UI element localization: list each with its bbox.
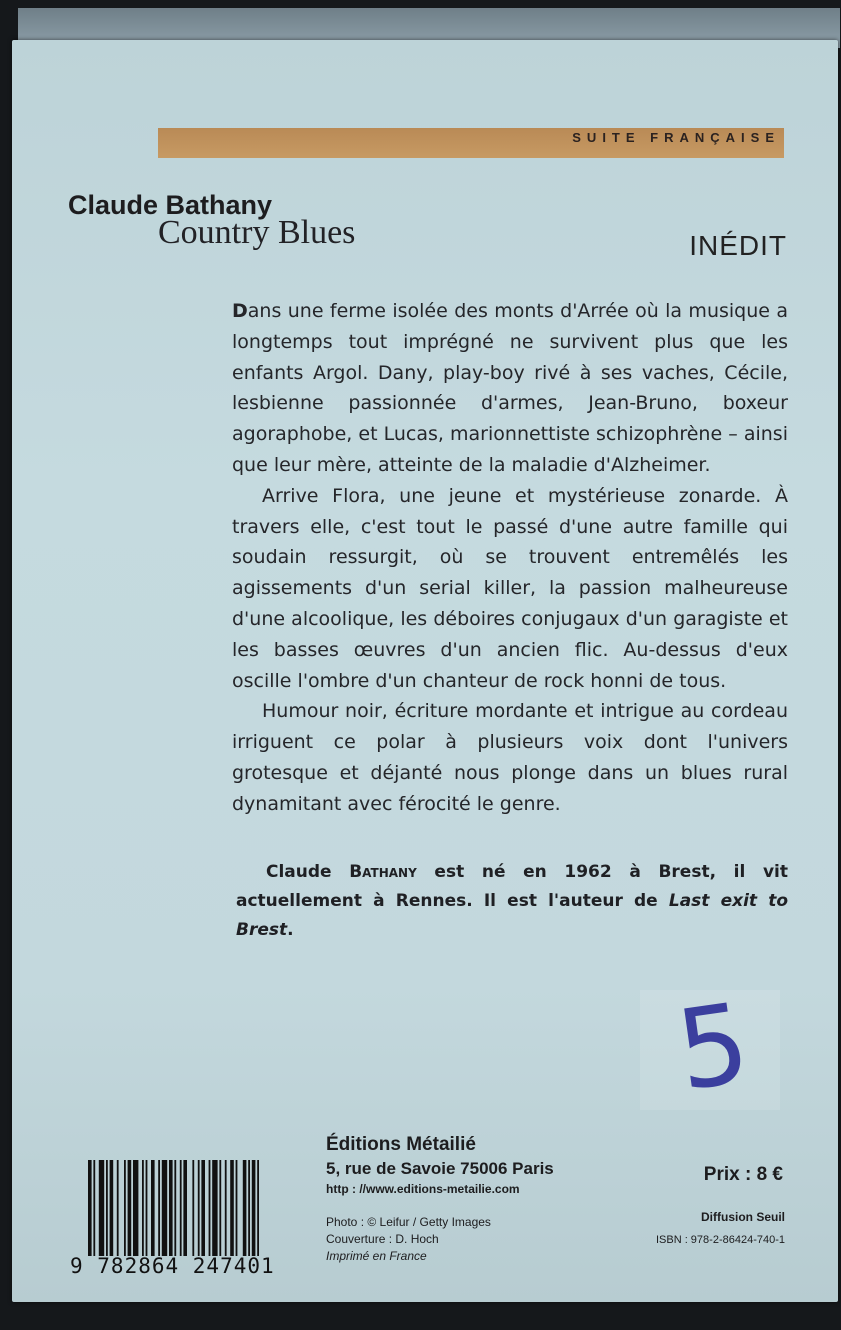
barcode-bar <box>158 1160 160 1256</box>
distribution: Diffusion Seuil <box>701 1210 785 1224</box>
book-title: Country Blues <box>158 214 356 251</box>
credits <box>326 1214 491 1265</box>
barcode-bar <box>192 1160 194 1256</box>
barcode-bar <box>198 1160 200 1256</box>
bio-first-name: Claude <box>266 862 350 882</box>
bio-last-name: Bathany <box>349 862 417 882</box>
barcode-bar <box>252 1160 256 1256</box>
barcode-bar <box>117 1160 119 1256</box>
blurb-paragraph-2: Arrive Flora, une jeune et mystérieuse zonarde. À travers elle, c'est tout le passé d'une autre famille qui soudain ressurgit, où se trouvent entremêlés les agissements d'un serial killer, la passion malheureuse d'une alcoolique, les déboires conjugaux d'un garagiste et les basses œuvres d'un ancien flic. Au-dessus d'eux oscille l'ombre d'un chanteur de rock honni de tous. <box>232 484 788 692</box>
isbn: ISBN : 978-2-86424-740-1 <box>655 1234 785 1246</box>
barcode-bar <box>257 1160 259 1256</box>
drop-initial: D <box>232 300 248 322</box>
publisher-url: http : //www.editions-metailie.com <box>326 1182 520 1196</box>
barcode-bar <box>209 1160 211 1256</box>
blurb <box>232 296 788 820</box>
barcode-bar <box>248 1160 250 1256</box>
barcode-bar <box>183 1160 187 1256</box>
barcode-bar <box>151 1160 155 1256</box>
barcode-bar <box>201 1160 205 1256</box>
barcode-bars <box>86 1160 312 1256</box>
barcode-bar <box>88 1160 92 1256</box>
barcode-bar <box>174 1160 176 1256</box>
series-banner <box>158 128 784 158</box>
author-name: Claude Bathany <box>68 190 273 220</box>
bio-text: est né en 1962 à Brest, il vit actuellement à Rennes. Il est l'auteur de <box>236 862 788 911</box>
blurb-paragraph-1-text: ans une ferme isolée des monts d'Arrée où la musique a longtemps tout imprégné ne survivent plus que les enfants Argol. Dany, play-boy rivé à ses vaches, Cécile, lesbienne passionnée d'armes, Jean-Bruno, boxeur agoraphobe, et Lucas, marionnettiste schizophrène – ainsi que leur mère, atteinte de la maladie d'Alzheimer. <box>232 300 788 476</box>
cover-credit: Couverture : D. Hoch <box>326 1232 439 1246</box>
photo-credit: Photo : © Leifur / Getty Images <box>326 1215 491 1229</box>
barcode-bar <box>106 1160 108 1256</box>
series-label: SUITE FRANÇAISE <box>572 130 780 145</box>
barcode-bar <box>142 1160 144 1256</box>
publisher-block <box>326 1132 554 1198</box>
blurb-paragraph-3: Humour noir, écriture mordante et intrigue au cordeau irriguent ce polar à plusieurs voix dont l'univers grotesque et déjanté nous plonge dans un blues rural dynamitant avec férocité le genre. <box>232 700 788 815</box>
bio-book-title: Last exit to Brest <box>236 891 789 940</box>
inedit-label: INÉDIT <box>689 230 787 261</box>
barcode-bar <box>212 1160 217 1256</box>
publisher-address: 5, rue de Savoie 75006 Paris <box>326 1159 554 1178</box>
barcode-bar <box>99 1160 104 1256</box>
barcode-bar <box>219 1160 221 1256</box>
publisher-name: Éditions Métailié <box>326 1134 476 1155</box>
author-bio <box>236 858 788 945</box>
barcode-bar <box>146 1160 148 1256</box>
barcode-bar <box>128 1160 132 1256</box>
barcode-bar <box>243 1160 247 1256</box>
barcode-bar <box>124 1160 126 1256</box>
price: Prix : 8 € <box>703 1164 783 1185</box>
barcode-bar <box>169 1160 173 1256</box>
barcode-bar <box>180 1160 182 1256</box>
barcode-bar <box>225 1160 227 1256</box>
barcode-digits: 9 782864 247401 <box>70 1254 275 1278</box>
bio-end: . <box>287 920 294 940</box>
blurb-paragraph-1 <box>232 296 788 481</box>
barcode-bar <box>133 1160 138 1256</box>
barcode-bar <box>93 1160 95 1256</box>
barcode-bar <box>236 1160 238 1256</box>
barcode-bar <box>110 1160 114 1256</box>
barcode-bar <box>230 1160 234 1256</box>
handwritten-number: 5 <box>669 978 757 1116</box>
barcode-bar <box>162 1160 167 1256</box>
printed-in: Imprimé en France <box>326 1249 427 1263</box>
